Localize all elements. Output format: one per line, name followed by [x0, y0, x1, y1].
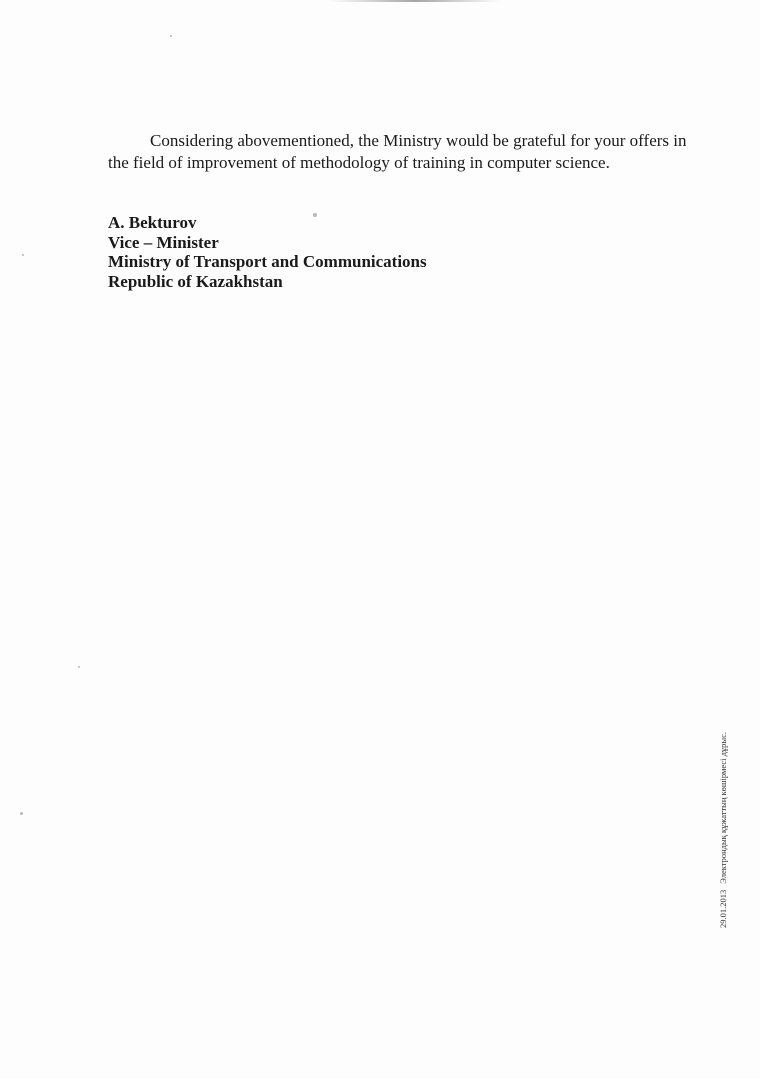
scan-speck — [170, 35, 172, 37]
scan-speck — [313, 213, 317, 217]
body-paragraph: Considering abovementioned, the Ministry would be grateful for your offers in the field of improvement of methodology of training in computer science. — [108, 131, 687, 172]
stamp-text: Электрондық құжаттың көшірмесі дұрыс. — [718, 731, 728, 884]
signature-block — [108, 213, 427, 291]
signatory-position: Vice – Minister — [108, 232, 219, 252]
margin-stamp — [718, 732, 728, 928]
scan-speck — [20, 812, 23, 815]
scan-speck — [78, 666, 80, 668]
scan-speck — [22, 254, 24, 256]
signatory-name: A. Bekturov — [108, 213, 197, 232]
stamp-date: 29.01.2013 — [718, 889, 728, 928]
signatory-organization: Ministry of Transport and Communications — [108, 252, 427, 271]
signatory-country: Republic of Kazakhstan — [108, 271, 283, 291]
scan-edge-line — [330, 0, 500, 2]
